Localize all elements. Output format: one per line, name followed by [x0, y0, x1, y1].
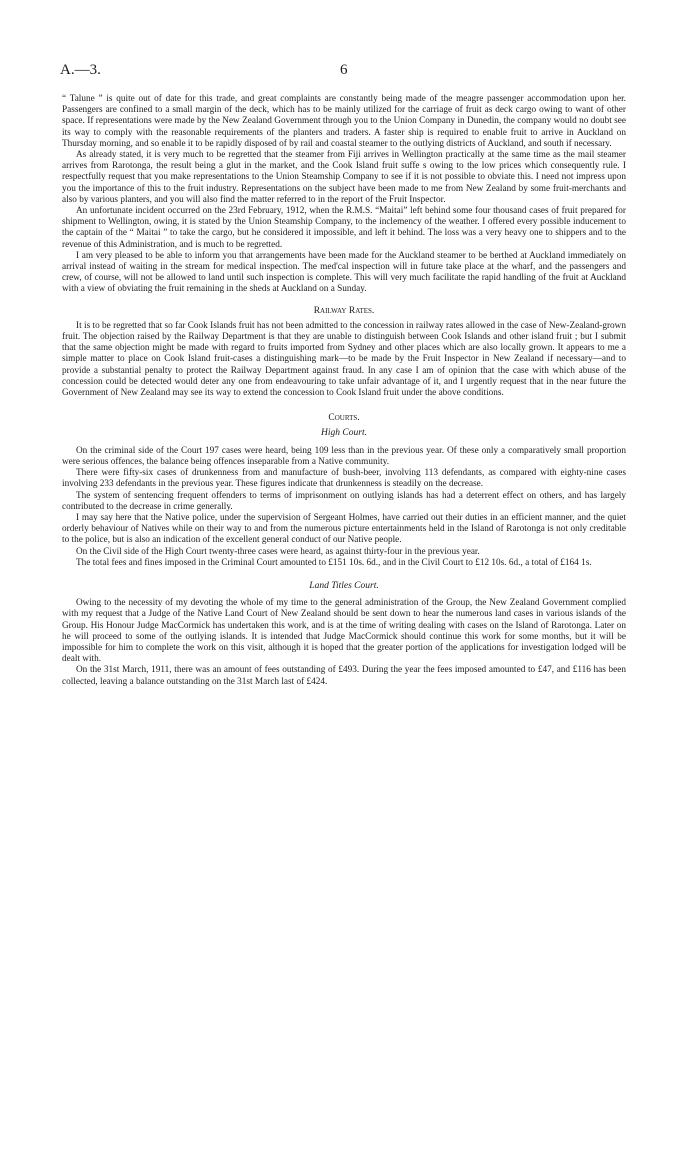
section-heading-courts: Courts.: [328, 413, 360, 424]
paragraph-fees-outstanding: On the 31st March, 1911, there was an amount of fees outstanding of £493. During the year the fees imposed amounted to £47, and £116 has been collected, leaving a balance outstanding on the 31st March last of £424.: [62, 665, 626, 687]
paragraph-fiji-steamer: As already stated, it is very much to be regretted that the steamer from Fiji arrives in Wellington practically at the same time as the mail steamer arrives from Rarotonga, the result being a glut in the market, and the Cook Island fruit suffe s owing to the low prices which consequently rule. I respectfully request that you make representations to the Union Steamship Company to see if it is not possible to obviate this. I need not impress upon you the importance of this to the fruit industry. Representations on the subject have been made to me from New Zealand by some fruit-merchants and also by various planters, and you will also find the matter referred to in the report of the Fruit Inspector.: [62, 150, 626, 205]
section-heading-railway-rates: Railway Rates.: [313, 305, 375, 316]
paragraph-drunkenness: There were fifty-six cases of drunkenness from and manufacture of bush-beer, involving 113 defendants, as compared with eighty-nine cases involving 233 defendants in the previous year. These figures indicate that drunkenness is steadily on the decrease.: [62, 468, 626, 490]
body-text: [62, 94, 626, 688]
paragraph-civil-side: On the Civil side of the High Court twenty-three cases were heard, as against thirty-four in the previous year.: [76, 546, 480, 557]
paragraph-criminal-side: On the criminal side of the Court 197 cases were heard, being 109 less than in the previous year. Of these only a comparatively small proportion were serious offences, the balance being offences inseparable from a Native community.: [62, 445, 626, 467]
paragraph-land-court-judge: Owing to the necessity of my devoting the whole of my time to the general administration of the Group, the New Zealand Government complied with my request that a Judge of the Native Land Court of New Zealand should be sent down to hear the numerous land cases in various islands of the Group. His Honour Judge MacCormick has undertaken this work, and is at the time of writing dealing with cases on the Island of Rarotonga. Later on he will proceed to some of the outlying islands. It is intended that Judge MacCormick should continue this work for some months, but it will be impossible for him to complete the work on this visit, although it is hoped that the greater portion of the applications for investigation lodged will be dealt with.: [62, 598, 626, 665]
paragraph-railway-rates: It is to be regretted that so far Cook Islands fruit has not been admitted to the concession in railway rates allowed in the case of New-Zealand-grown fruit. The objection raised by the Railway Department is that they are unable to distinguish between Cook Islands and other island fruit ; but I submit that the same objection might be made with regard to fruits imported from Sydney and other places which are also locally grown. It appears to me a simple matter to place on Cook Island fruit-cases a distinguishing mark—to be made by the Fruit Inspector in New Zealand if necessary—and to provide a substantial penalty to protect the Railway Department against fraud. In any case I am of opinion that the case with which abuse of the concession could be detected would deter any one from endeavouring to take unfair advantage of it, and I urgently request that in the near future the Government of New Zealand may see its way to extend the concession to Cook Island fruit under the above conditions.: [62, 320, 626, 399]
paragraph-auckland-berthing: I am very pleased to be able to inform you that arrangements have been made for the Auckland steamer to be berthed at Auckland immediately on arrival instead of waiting in the stream for medical inspection. The med'cal inspection will in future take place at the wharf, and the passengers and crew, of course, will not be allowed to land until such inspection is complete. This will very much facilitate the rapid handling of the fruit at Auckland with a view of obviating the fruit remaining in the sheds at Auckland on a Sunday.: [62, 250, 626, 295]
document-reference: A.—3.: [60, 62, 101, 78]
subheading-high-court: High Court.: [321, 428, 367, 439]
paragraph-maitai-incident: An unfortunate incident occurred on the 23rd February, 1912, when the R.M.S. “Maitai” left behind some four thousand cases of fruit prepared for shipment to Wellington, owing, it is stated by the Union Steamship Company, to the inclemency of the weather. I offered every possible inducement to the captain of the “ Maitai ” to take the cargo, but he considered it impossible, and left it behind. The loss was a very heavy one to shippers and to the revenue of this Administration, and is much to be regretted.: [62, 206, 626, 250]
paragraph-fees-fines: The total fees and fines imposed in the Criminal Court amounted to £151 10s. 6d., and in the Civil Court to £12 10s. 6d., a total of £164 1s.: [76, 557, 592, 568]
paragraph-sentencing: The system of sentencing frequent offenders to terms of imprisonment on outlying islands has had a deterrent effect on others, and has largely contributed to the decrease in crime generally.: [62, 490, 626, 512]
paragraph-talune: “ Talune ” is quite out of date for this trade, and great complaints are constantly being made of the meagre passenger accommodation upon her. Passengers are confined to a small margin of the deck, which has to be mainly utilized for the carriage of fruit as deck cargo owing to want of other space. If representations were made by the New Zealand Government through you to the Union Company in Dunedin, the company would no doubt see its way to comply with the reasonable requirements of the planters and traders. A faster ship is required to enable fruit to arrive in Auckland on Thursday morning, and so enable it to be rapidly disposed of by rail and coastal steamer to the outlying districts of Auckland, and south if necessary.: [62, 94, 626, 149]
subheading-land-titles-court: Land Titles Court.: [309, 580, 379, 591]
paragraph-native-police: I may say here that the Native police, under the supervision of Sergeant Holmes, have carried out their duties in an efficient manner, and the quiet orderly behaviour of Natives while on their way to and from the numerous picture entertainments held in the Island of Rarotonga is not only creditable to the police, but is also an indication of the excellent general conduct of our Native people.: [62, 512, 626, 546]
page-number: 6: [340, 62, 348, 78]
